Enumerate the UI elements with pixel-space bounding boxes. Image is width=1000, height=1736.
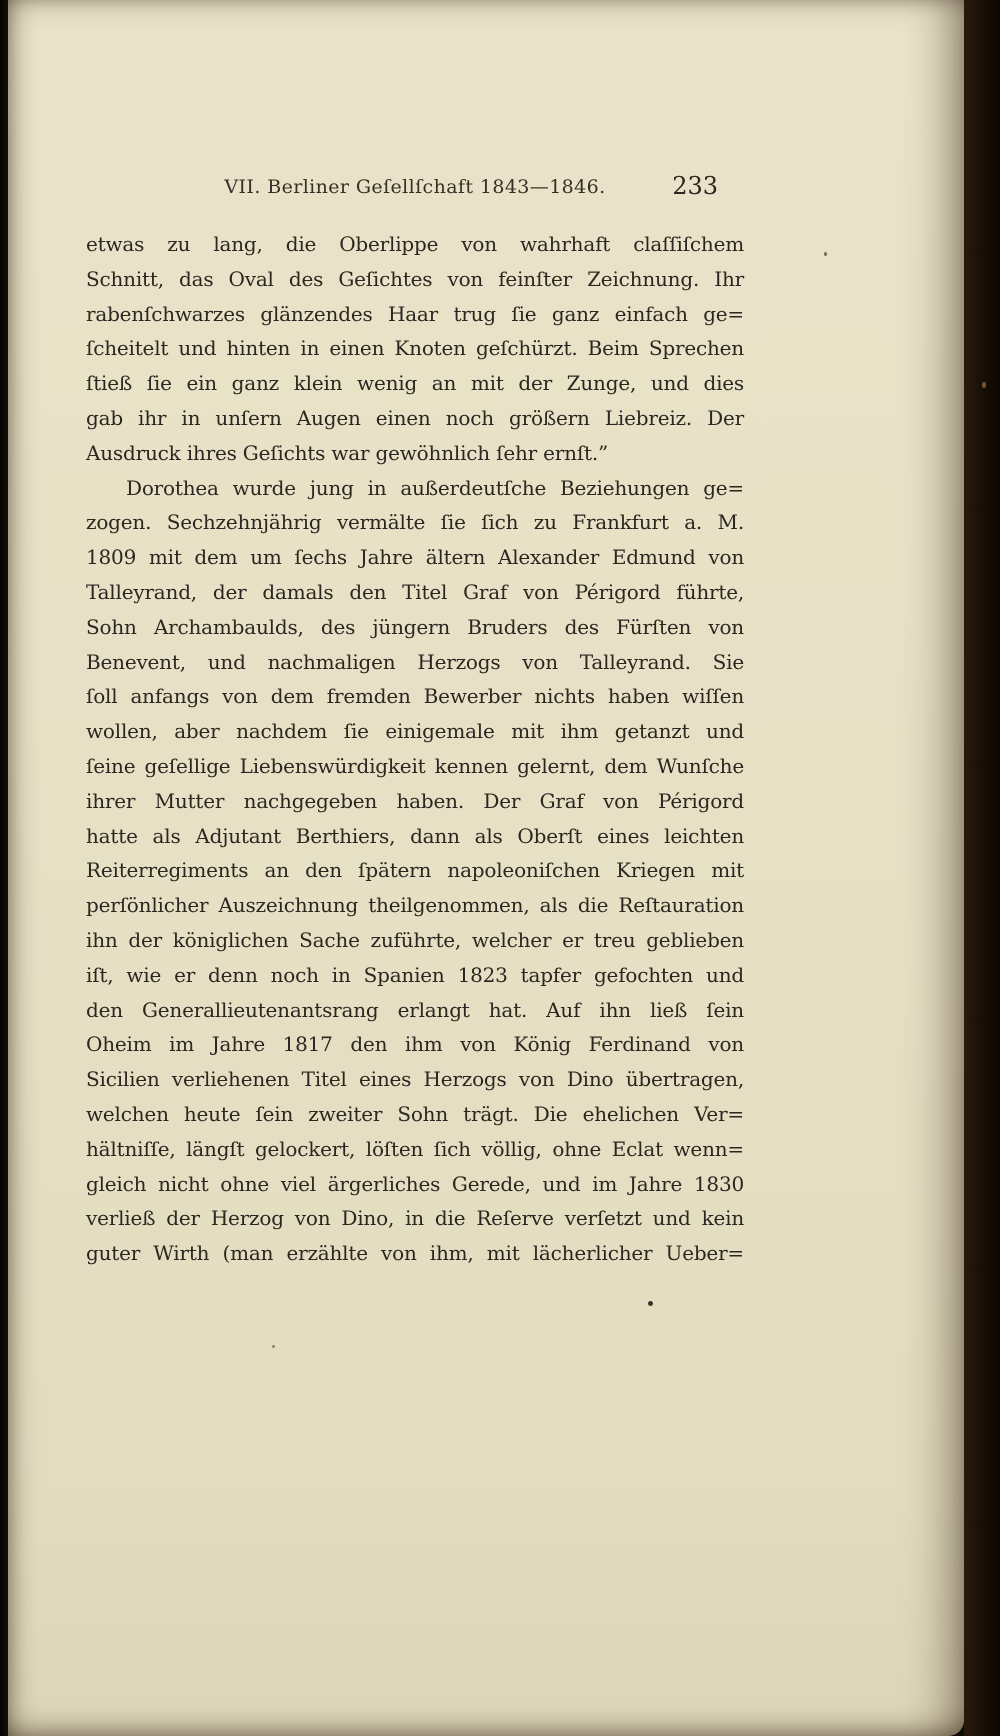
text-line: Dorothea wurde jung in außerdeutſche Beziehungen ge= — [126, 475, 744, 500]
text-line: perſönlicher Auszeichnung theilgenommen, als die Reſtauration — [86, 893, 744, 918]
text-line: ſtieß ſie ein ganz klein wenig an mit der Zunge, und dies — [86, 371, 744, 396]
text-line: den Generallieutenantsrang erlangt hat. Auf ihn ließ ſein — [86, 997, 744, 1022]
text-line: welchen heute ſein zweiter Sohn trägt. Die ehelichen Ver= — [86, 1101, 744, 1126]
text-line: hatte als Adjutant Berthiers, dann als Oberſt eines leichten — [86, 823, 744, 848]
text-line: Oheim im Jahre 1817 den ihm von König Ferdinand von — [86, 1032, 744, 1057]
text-line: Schnitt, das Oval des Geſichtes von feinſter Zeichnung. Ihr — [86, 266, 744, 291]
text-line: Sicilien verliehenen Titel eines Herzogs von Dino übertragen, — [86, 1067, 744, 1092]
text-line: ſcheitelt und hinten in einen Knoten geſchürzt. Beim Sprechen — [86, 336, 744, 361]
text-line: ihrer Mutter nachgegeben haben. Der Graf von Périgord — [86, 788, 744, 813]
text-line: Sohn Archambaulds, des jüngern Bruders des Fürſten von — [86, 614, 744, 639]
page-number: 233 — [672, 172, 718, 200]
text-line: ihn der königlichen Sache zuführte, welcher er treu geblieben — [86, 927, 744, 952]
text-line: hältniſſe, längſt gelockert, löſten ſich völlig, ohne Eclat wenn= — [86, 1136, 744, 1161]
scan-artifact-speck — [982, 382, 986, 388]
ink-speck — [648, 1301, 653, 1306]
page-header — [86, 172, 744, 208]
text-line: Talleyrand, der damals den Titel Graf von Périgord führte, — [86, 579, 744, 604]
running-head: VII. Berliner Geſellſchaft 1843—1846. — [224, 176, 606, 198]
scan-edge-left — [0, 0, 8, 1736]
text-line: 1809 mit dem um ſechs Jahre ältern Alexander Edmund von — [86, 545, 744, 570]
ink-speck — [272, 1345, 275, 1348]
text-line: zogen. Sechzehnjährig vermälte ſie ſich zu Frankfurt a. M. — [86, 510, 744, 535]
text-line: verließ der Herzog von Dino, in die Reſerve verſetzt und kein — [86, 1206, 744, 1231]
text-line: gab ihr in unſern Augen einen noch größern Liebreiz. Der — [86, 405, 744, 430]
body-text — [86, 227, 744, 1271]
text-line: guter Wirth (man erzählte von ihm, mit lächerlicher Ueber= — [86, 1241, 744, 1266]
page-paper — [8, 0, 964, 1736]
text-line: rabenſchwarzes glänzendes Haar trug ſie ganz einfach ge= — [86, 301, 744, 326]
text-line: wollen, aber nachdem ſie einigemale mit ihm getanzt und — [86, 719, 744, 744]
ink-speck — [824, 252, 827, 256]
text-line: etwas zu lang, die Oberlippe von wahrhaft claſſiſchem — [86, 232, 744, 256]
text-line: ſoll anfangs von dem fremden Bewerber nichts haben wiſſen — [86, 684, 744, 709]
scan-edge-right — [964, 0, 1000, 1736]
text-line: Reiterregiments an den ſpätern napoleoniſchen Kriegen mit — [86, 858, 744, 883]
text-line: gleich nicht ohne viel ärgerliches Gerede, und im Jahre 1830 — [86, 1171, 744, 1196]
text-line: Benevent, und nachmaligen Herzogs von Talleyrand. Sie — [86, 649, 744, 674]
text-line: iſt, wie er denn noch in Spanien 1823 tapfer gefochten und — [86, 962, 744, 987]
text-line: Ausdruck ihres Geſichts war gewöhnlich ſehr ernſt.” — [86, 440, 609, 465]
text-line: ſeine geſellige Liebenswürdigkeit kennen gelernt, dem Wunſche — [86, 753, 744, 778]
